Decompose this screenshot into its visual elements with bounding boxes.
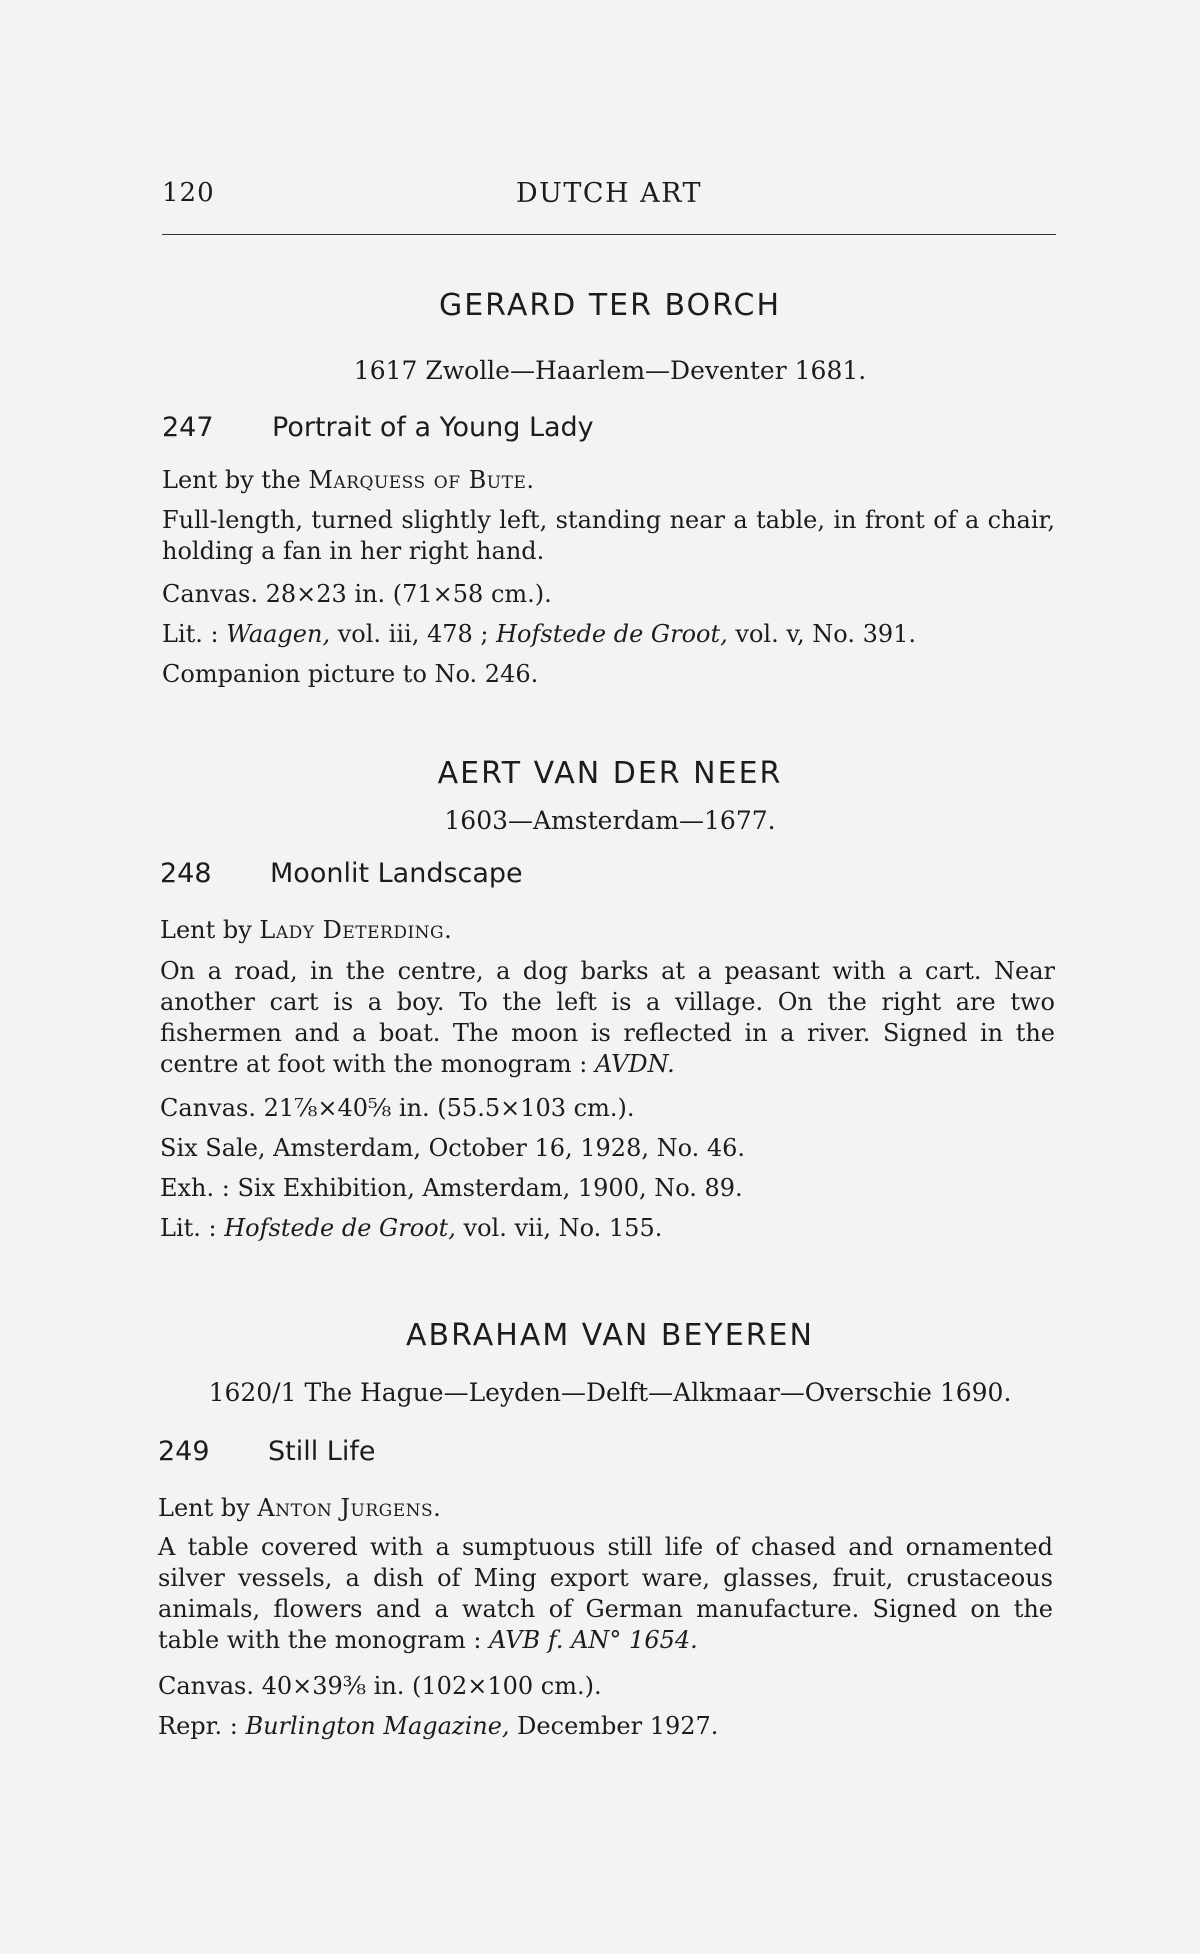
lit-detail: vol. v, No. 391. (727, 620, 917, 648)
reproduction-line (158, 1712, 718, 1740)
repr-label: Repr. : (158, 1712, 246, 1740)
lit-reference: Waagen, (226, 620, 331, 648)
artist-dates: 1603—Amsterdam—1677. (444, 806, 776, 835)
artist-heading: GERARD TER BORCH (438, 288, 782, 323)
artist-dates: 1620/1 The Hague—Leyden—Delft—Alkmaar—Overschie 1690. (208, 1378, 1012, 1407)
canvas-dimensions: Canvas. 40×39⅜ in. (102×100 cm.). (158, 1672, 602, 1700)
lender-line (158, 1494, 441, 1522)
catalogue-number: 249 (158, 1436, 210, 1467)
description-text: On a road, in the centre, a dog barks at a peasant with a cart. Near another cart is a boy. To the left is a village. On the right are two fishermen and a boat. The moon is reflected in a river. Signed in the centre at foot with the monogram : (160, 957, 1055, 1078)
running-head (162, 178, 1056, 214)
work-title: Moonlit Landscape (270, 858, 523, 889)
lit-reference: Hofstede de Groot, (224, 1214, 456, 1242)
lit-detail: vol. vii, No. 155. (455, 1214, 663, 1242)
lender-prefix: Lent by (158, 1494, 258, 1522)
lender-line (160, 916, 452, 944)
exhibition-note: Exh. : Six Exhibition, Amsterdam, 1900, No. 89. (160, 1174, 743, 1202)
literature-line (160, 1214, 662, 1242)
canvas-dimensions: Canvas. 28×23 in. (71×58 cm.). (162, 580, 552, 608)
monogram: AVDN. (594, 1050, 675, 1078)
description (160, 956, 1055, 1080)
artist-heading: ABRAHAM VAN BEYEREN (406, 1318, 814, 1353)
lender-name: Anton Jurgens. (257, 1494, 442, 1522)
lender-line (162, 466, 535, 494)
description (158, 1532, 1053, 1656)
lit-detail: vol. iii, 478 ; (330, 620, 497, 648)
sale-note: Six Sale, Amsterdam, October 16, 1928, No. 46. (160, 1134, 746, 1162)
monogram: AVB f. AN° 1654. (489, 1626, 698, 1654)
description: Full-length, turned slightly left, standing near a table, in front of a chair, holding a fan in her right hand. (162, 506, 1055, 565)
work-title: Still Life (268, 1436, 376, 1467)
description-text: A table covered with a sumptuous still life of chased and ornamented silver vessels, a dish of Ming export ware, glasses, fruit, crustaceous animals, flowers and a watch of German manufacture. Signed on the table with the monogram : (158, 1533, 1053, 1654)
page-number: 120 (162, 178, 215, 208)
running-title: DUTCH ART (515, 178, 703, 209)
catalogue-number: 247 (162, 412, 214, 443)
lender-prefix: Lent by the (162, 466, 309, 494)
companion-note: Companion picture to No. 246. (162, 660, 539, 688)
work-title: Portrait of a Young Lady (272, 412, 594, 443)
header-rule (162, 234, 1056, 235)
literature-line (162, 620, 916, 648)
canvas-dimensions: Canvas. 21⅞×40⅝ in. (55.5×103 cm.). (160, 1094, 635, 1122)
lender-prefix: Lent by (160, 916, 260, 944)
artist-dates: 1617 Zwolle—Haarlem—Deventer 1681. (353, 356, 867, 385)
lit-reference: Hofstede de Groot, (496, 620, 728, 648)
lit-label: Lit. : (162, 620, 227, 648)
repr-reference: Burlington Magazine, (245, 1712, 510, 1740)
lender-name: Marquess of Bute. (308, 466, 535, 494)
artist-heading: AERT VAN DER NEER (437, 756, 783, 791)
lender-name: Lady Deterding. (259, 916, 453, 944)
lit-label: Lit. : (160, 1214, 225, 1242)
repr-detail: December 1927. (509, 1712, 719, 1740)
catalogue-number: 248 (160, 858, 212, 889)
